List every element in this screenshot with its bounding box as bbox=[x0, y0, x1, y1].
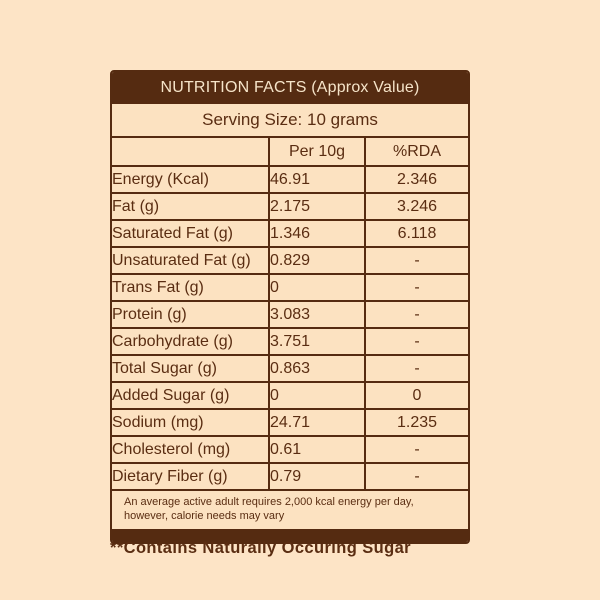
row-label: Added Sugar (g) bbox=[112, 382, 269, 409]
nutrition-facts-panel bbox=[110, 70, 470, 544]
footnote-line-1: An average active adult requires 2,000 kcal energy per day, bbox=[124, 496, 414, 508]
row-label: Fat (g) bbox=[112, 193, 269, 220]
row-rda: - bbox=[365, 301, 468, 328]
serving-size-row: Serving Size: 10 grams bbox=[112, 104, 468, 138]
row-rda: 3.246 bbox=[365, 193, 468, 220]
footnote-line-2: however, calorie needs may vary bbox=[124, 510, 285, 523]
table-row bbox=[112, 409, 468, 436]
row-label: Trans Fat (g) bbox=[112, 274, 269, 301]
row-label: Energy (Kcal) bbox=[112, 166, 269, 193]
calorie-footnote bbox=[112, 491, 468, 529]
header-blank-cell bbox=[112, 138, 269, 166]
row-per10g: 0.79 bbox=[269, 463, 365, 490]
row-label: Dietary Fiber (g) bbox=[112, 463, 269, 490]
row-rda: - bbox=[365, 274, 468, 301]
row-label: Sodium (mg) bbox=[112, 409, 269, 436]
table-row bbox=[112, 463, 468, 490]
row-per10g: 0.61 bbox=[269, 436, 365, 463]
table-row bbox=[112, 193, 468, 220]
header-rda: %RDA bbox=[365, 138, 468, 166]
table-row bbox=[112, 382, 468, 409]
row-rda: 2.346 bbox=[365, 166, 468, 193]
row-label: Unsaturated Fat (g) bbox=[112, 247, 269, 274]
nutrition-table bbox=[112, 138, 468, 491]
row-per10g: 0.863 bbox=[269, 355, 365, 382]
row-per10g: 3.083 bbox=[269, 301, 365, 328]
row-rda: 6.118 bbox=[365, 220, 468, 247]
row-rda: 0 bbox=[365, 382, 468, 409]
row-label: Carbohydrate (g) bbox=[112, 328, 269, 355]
table-row bbox=[112, 220, 468, 247]
row-label: Saturated Fat (g) bbox=[112, 220, 269, 247]
panel-title: NUTRITION FACTS (Approx Value) bbox=[112, 72, 468, 104]
row-rda: - bbox=[365, 247, 468, 274]
row-label: Total Sugar (g) bbox=[112, 355, 269, 382]
row-per10g: 46.91 bbox=[269, 166, 365, 193]
row-rda: - bbox=[365, 355, 468, 382]
row-per10g: 0.829 bbox=[269, 247, 365, 274]
table-row bbox=[112, 301, 468, 328]
row-label: Cholesterol (mg) bbox=[112, 436, 269, 463]
table-row bbox=[112, 436, 468, 463]
table-row bbox=[112, 355, 468, 382]
row-label: Protein (g) bbox=[112, 301, 269, 328]
row-per10g: 24.71 bbox=[269, 409, 365, 436]
row-rda: - bbox=[365, 463, 468, 490]
row-rda: - bbox=[365, 436, 468, 463]
row-rda: - bbox=[365, 328, 468, 355]
row-per10g: 0 bbox=[269, 274, 365, 301]
row-rda: 1.235 bbox=[365, 409, 468, 436]
table-row bbox=[112, 328, 468, 355]
table-row bbox=[112, 247, 468, 274]
header-per10g: Per 10g bbox=[269, 138, 365, 166]
table-header-row bbox=[112, 138, 468, 166]
row-per10g: 1.346 bbox=[269, 220, 365, 247]
table-row bbox=[112, 274, 468, 301]
row-per10g: 3.751 bbox=[269, 328, 365, 355]
row-per10g: 0 bbox=[269, 382, 365, 409]
natural-sugar-note: **Contains Naturally Occuring Sugar bbox=[110, 539, 411, 557]
table-row bbox=[112, 166, 468, 193]
row-per10g: 2.175 bbox=[269, 193, 365, 220]
